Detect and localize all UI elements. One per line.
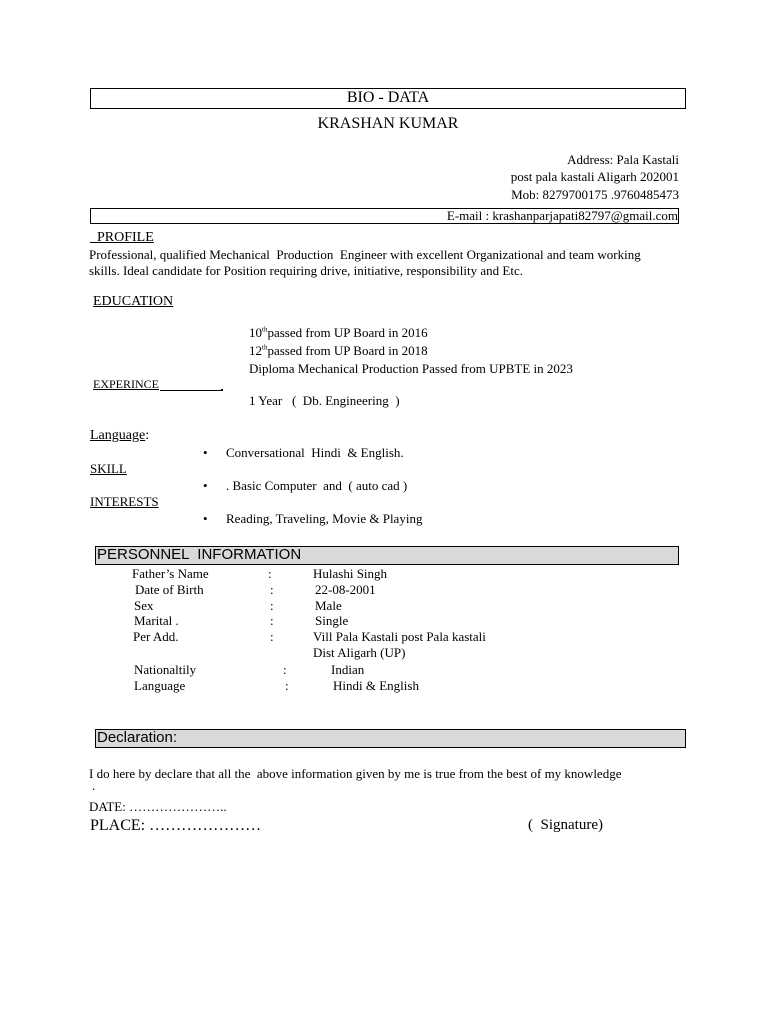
profile-heading: PROFILE: [90, 230, 154, 245]
personnel-label: Marital .: [134, 613, 179, 628]
interests-heading: INTERESTS: [90, 494, 159, 509]
personnel-label: Father’s Name: [132, 566, 209, 581]
profile-text-line-1: Professional, qualified Mechanical Production Engineer with excellent Organizational and team working: [89, 247, 641, 262]
address-line: Address: Pala Kastali: [567, 152, 679, 167]
place-line: PLACE: …………………: [90, 817, 262, 834]
personnel-sep: :: [270, 598, 274, 613]
date-line: DATE: …………………..: [89, 799, 227, 814]
interests-value: Reading, Traveling, Movie & Playing: [226, 511, 423, 526]
personnel-sep: :: [283, 662, 287, 677]
bullet-icon: •: [203, 511, 208, 526]
personnel-label: Nationaltily: [134, 662, 197, 677]
address-line-2: post pala kastali Aligarh 202001: [510, 169, 679, 184]
education-item-sup: th: [262, 325, 268, 334]
bullet-icon: •: [203, 445, 208, 460]
mobile-line: Mob: 8279700175 .9760485473: [511, 187, 679, 202]
language-colon: :: [145, 428, 150, 443]
personnel-label: Date of Birth: [135, 582, 204, 597]
personnel-value: Dist Aligarh (UP): [313, 645, 406, 660]
education-item: [249, 361, 573, 377]
signature-label: ( Signature): [528, 817, 603, 833]
personnel-value: Male: [315, 598, 342, 613]
language-heading: Language: [90, 428, 146, 443]
personnel-value: Single: [315, 613, 349, 628]
profile-text-line-2: skills. Ideal candidate for Position requiring drive, initiative, responsibility and Etc.: [89, 263, 523, 278]
personnel-sep: :: [268, 566, 272, 581]
experience-rule-end-dot: [221, 389, 223, 391]
personnel-sep: :: [270, 629, 274, 644]
personnel-value: Hulashi Singh: [313, 566, 388, 581]
declaration-text: I do here by declare that all the above information given by me is true from the best of my knowledge: [89, 766, 622, 781]
personnel-value: 22-08-2001: [315, 582, 376, 597]
declaration-dot: .: [92, 778, 96, 793]
personnel-label: Per Add.: [133, 629, 179, 644]
experience-heading: EXPERINCE: [93, 377, 159, 391]
education-item-number: 10: [249, 325, 262, 340]
personnel-sep: :: [285, 678, 289, 693]
education-item-text: passed from UP Board in 2018: [267, 343, 428, 358]
personnel-label: Sex: [134, 598, 154, 613]
personnel-sep: :: [270, 613, 274, 628]
candidate-name: KRASHAN KUMAR: [317, 115, 459, 132]
personnel-sep: :: [270, 582, 274, 597]
personnel-heading: PERSONNEL INFORMATION: [97, 546, 302, 563]
education-item: [249, 343, 428, 359]
email-line: E-mail : krashanparjapati82797@gmail.com: [446, 208, 678, 223]
skill-value: . Basic Computer and ( auto cad ): [226, 478, 408, 493]
personnel-label: Language: [134, 678, 186, 693]
experience-underline-rule: [160, 390, 222, 391]
education-item-text: passed from UP Board in 2016: [267, 325, 428, 340]
personnel-value: Indian: [331, 662, 365, 677]
experience-value: 1 Year ( Db. Engineering ): [249, 393, 400, 408]
education-item-sup: th: [262, 343, 268, 352]
bullet-icon: •: [203, 478, 208, 493]
skill-heading: SKILL: [90, 461, 127, 476]
page-title: BIO - DATA: [346, 89, 430, 106]
declaration-heading-box: [95, 729, 686, 748]
language-heading-wrap: [90, 428, 149, 444]
language-value: Conversational Hindi & English.: [226, 445, 404, 460]
personnel-value: Vill Pala Kastali post Pala kastali: [313, 629, 486, 644]
education-item-number: 12: [249, 343, 262, 358]
declaration-heading: Declaration:: [97, 729, 178, 746]
education-item: [249, 325, 428, 341]
personnel-value: Hindi & English: [333, 678, 419, 693]
education-heading: EDUCATION: [93, 294, 174, 309]
education-item-text: Diploma Mechanical Production Passed from UPBTE in 2023: [249, 361, 573, 376]
